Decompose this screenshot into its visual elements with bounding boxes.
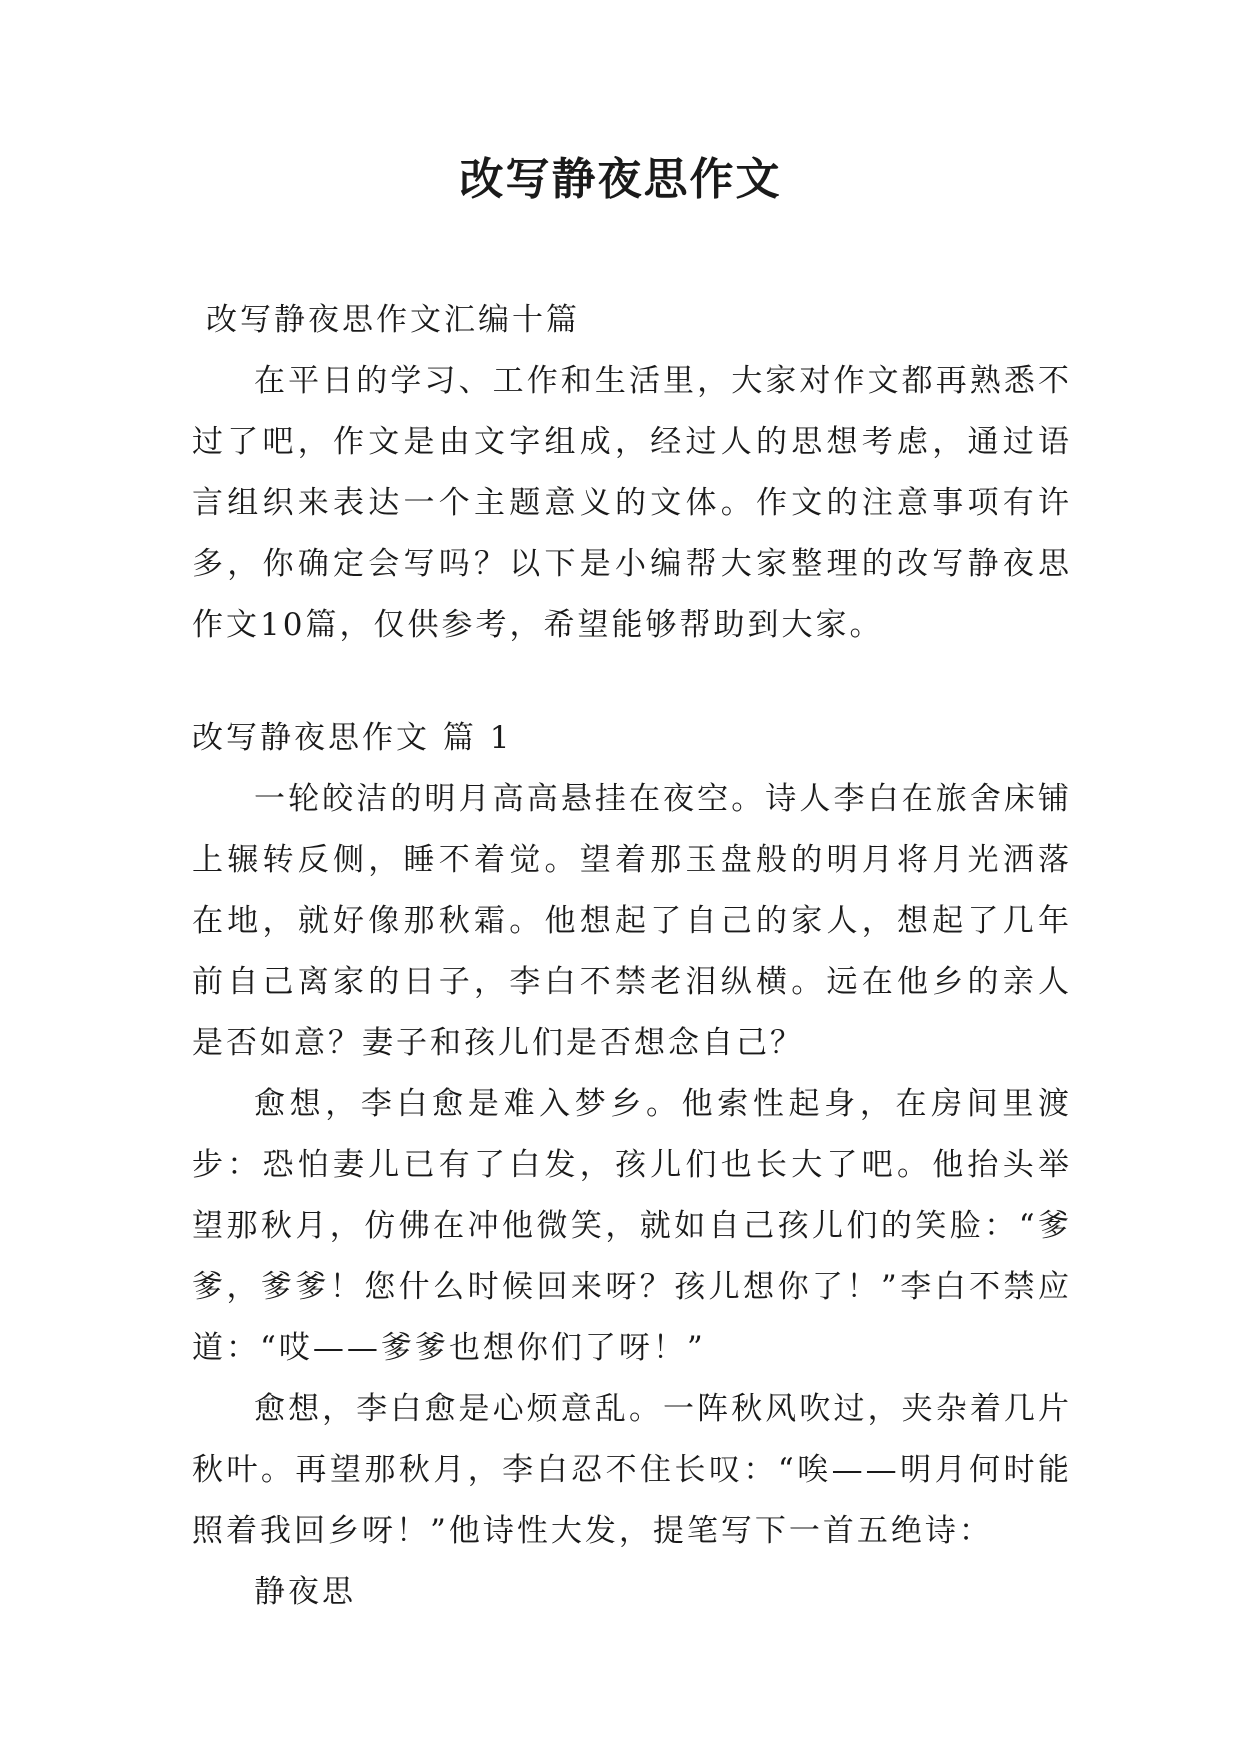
body-paragraph: 愈想，李白愈是难入梦乡。他索性起身，在房间里渡步：恐怕妻儿已有了白发，孩儿们也长大了吧。他抬头举望那秋月，仿佛在冲他微笑，就如自己孩儿们的笑脸：“爹爹，爹爹！您什么时候回来呀？孩儿想你了！”李白不禁应道：“哎——爹爹也想你们了呀！” bbox=[192, 1086, 1072, 1366]
body-paragraph: 一轮皎洁的明月高高悬挂在夜空。诗人李白在旅舍床铺上辗转反侧，睡不着觉。望着那玉盘般的明月将月光洒落在地，就好像那秋霜。他想起了自己的家人，想起了几年前自己离家的日子，李白不禁老泪纵横。远在他乡的亲人是否如意？妻子和孩儿们是否想念自己？ bbox=[192, 781, 1072, 1061]
body-paragraph: 愈想，李白愈是心烦意乱。一阵秋风吹过，夹杂着几片秋叶。再望那秋月，李白忍不住长叹：“唉——明月何时能照着我回乡呀！”他诗性大发，提笔写下一首五绝诗： bbox=[192, 1391, 1072, 1549]
document-title: 改写静夜思作文 bbox=[459, 154, 782, 205]
document-body bbox=[192, 290, 1072, 1623]
poem-title: 静夜思 bbox=[254, 1574, 356, 1610]
section-heading: 改写静夜思作文 篇 1 bbox=[192, 720, 513, 756]
intro-paragraph: 在平日的学习、工作和生活里，大家对作文都再熟悉不过了吧，作文是由文字组成，经过人的思想考虑，通过语言组织来表达一个主题意义的文体。作文的注意事项有许多，你确定会写吗？以下是小编帮大家整理的改写静夜思作文10篇，仅供参考，希望能够帮助到大家。 bbox=[192, 363, 1072, 643]
document-subtitle: 改写静夜思作文汇编十篇 bbox=[206, 302, 580, 338]
